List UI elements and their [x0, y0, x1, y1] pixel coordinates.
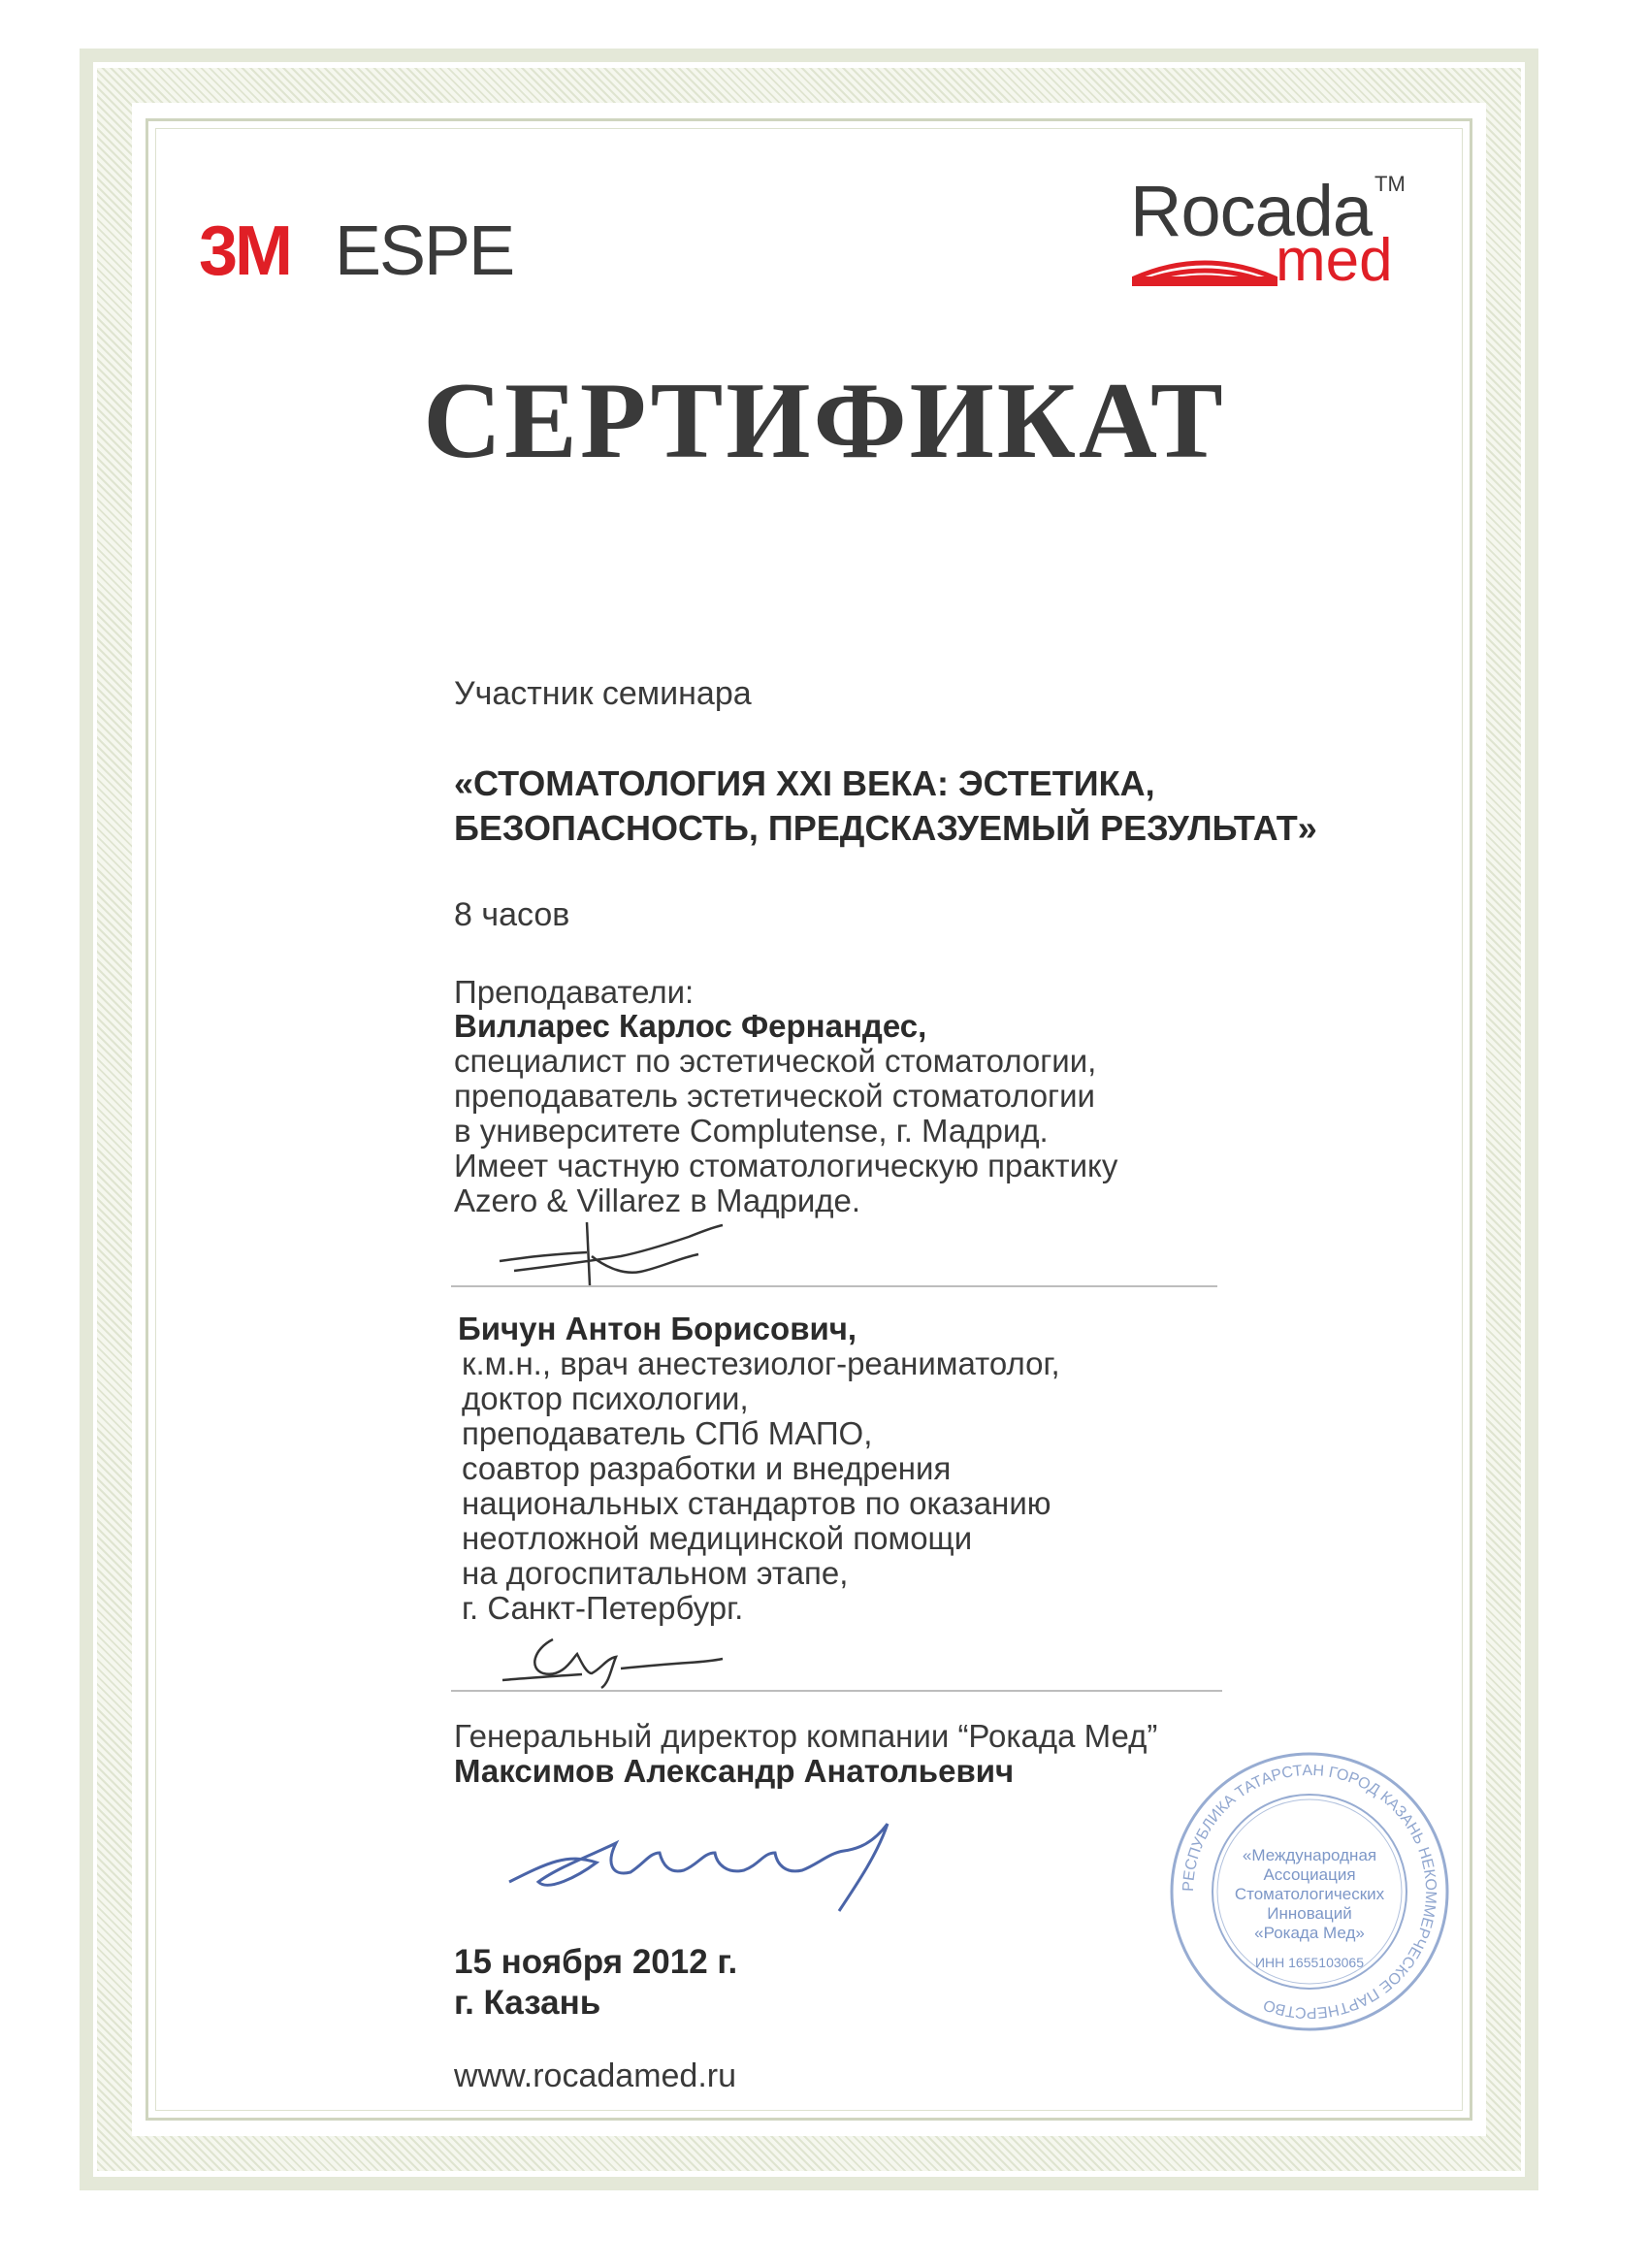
teacher-2-desc-line: г. Санкт-Петербург. [462, 1590, 744, 1626]
teacher-1-signature [495, 1217, 728, 1295]
issue-city: г. Казань [454, 1984, 601, 2022]
teacher-2-name: Бичун Антон Борисович, [458, 1311, 857, 1346]
logo-3m: 3M [199, 212, 291, 290]
stamp-center-line: Инноваций [1267, 1904, 1352, 1923]
signature-rule-2 [451, 1690, 1222, 1692]
teacher-1-desc-line: преподаватель эстетической стоматологии [454, 1078, 1095, 1114]
signature-rule-1 [451, 1285, 1217, 1287]
teacher-2-desc-line: соавтор разработки и внедрения [462, 1450, 952, 1486]
issue-date-block [454, 1942, 737, 2024]
teacher-2-desc-line: неотложной медицинской помощи [462, 1520, 973, 1556]
seminar-hours: 8 часов [454, 896, 570, 933]
teacher-1-name: Вилларес Карлос Фернандес, [454, 1008, 927, 1044]
certificate-title: СЕРТИФИКАТ [423, 361, 1226, 481]
seminar-title-line: «СТОМАТОЛОГИЯ XXI ВЕКА: ЭСТЕТИКА, [454, 763, 1155, 803]
seminar-title-line: БЕЗОПАСНОСТЬ, ПРЕДСКАЗУЕМЫЙ РЕЗУЛЬТАТ» [454, 808, 1317, 848]
teacher-1-desc-line: Azero & Villarez в Мадриде. [454, 1183, 861, 1218]
logo-rocada-word: Rocada [1130, 171, 1373, 251]
teacher-2-desc-line: на догоспитальном этапе, [462, 1555, 849, 1591]
stamp-center-line: «Рокада Мед» [1254, 1924, 1365, 1942]
teacher-1-block [454, 1009, 1117, 1218]
teachers-label: Преподаватели: [454, 974, 695, 1010]
teacher-2-desc-line: доктор психологии, [462, 1380, 749, 1416]
director-block [454, 1719, 1157, 1789]
logo-rocada-med [1130, 170, 1406, 294]
seminar-title [454, 761, 1317, 851]
organization-stamp [1164, 1746, 1455, 2037]
stamp-center-line: Ассоциация [1263, 1865, 1356, 1884]
logo-rocada-waves [1132, 238, 1277, 286]
teacher-2-desc [458, 1346, 1060, 1626]
teacher-1-desc-line: Имеет частную стоматологическую практику [454, 1148, 1118, 1183]
logo-rocada-tm: TM [1374, 172, 1406, 196]
teacher-2-block [458, 1312, 1060, 1626]
stamp-ring-text: РЕСПУБЛИКА ТАТАРСТАН ГОРОД КАЗАНЬ НЕКОММЕРЧЕСКОЕ ПАРТНЕРСТВО [1180, 1762, 1439, 2022]
director-name: Максимов Александр Анатольевич [454, 1753, 1015, 1789]
stamp-center-line: «Международная [1242, 1846, 1377, 1864]
teacher-2-signature [495, 1630, 728, 1698]
stamp-center-line: Стоматологических [1234, 1885, 1385, 1903]
website-link[interactable]: www.rocadamed.ru [454, 2057, 737, 2094]
stamp-inn: ИНН 1655103065 [1254, 1955, 1365, 1970]
teacher-1-desc-line: в университете Complutense, г. Мадрид. [454, 1113, 1049, 1149]
teacher-2-desc-line: преподаватель СПб МАПО, [462, 1415, 873, 1451]
director-signature [490, 1785, 936, 1930]
issue-date: 15 ноября 2012 г. [454, 1943, 738, 1981]
teacher-1-desc-line: специалист по эстетической стоматологии, [454, 1043, 1097, 1079]
teacher-2-desc-line: к.м.н., врач анестезиолог-реаниматолог, [462, 1345, 1060, 1381]
logo-espe: ESPE [335, 212, 514, 290]
director-title: Генеральный директор компании “Рокада Мед” [454, 1718, 1158, 1754]
teacher-2-desc-line: национальных стандартов по оказанию [462, 1485, 1051, 1521]
logo-rocada-med-word: med [1276, 227, 1393, 294]
participant-label: Участник семинара [454, 675, 752, 712]
